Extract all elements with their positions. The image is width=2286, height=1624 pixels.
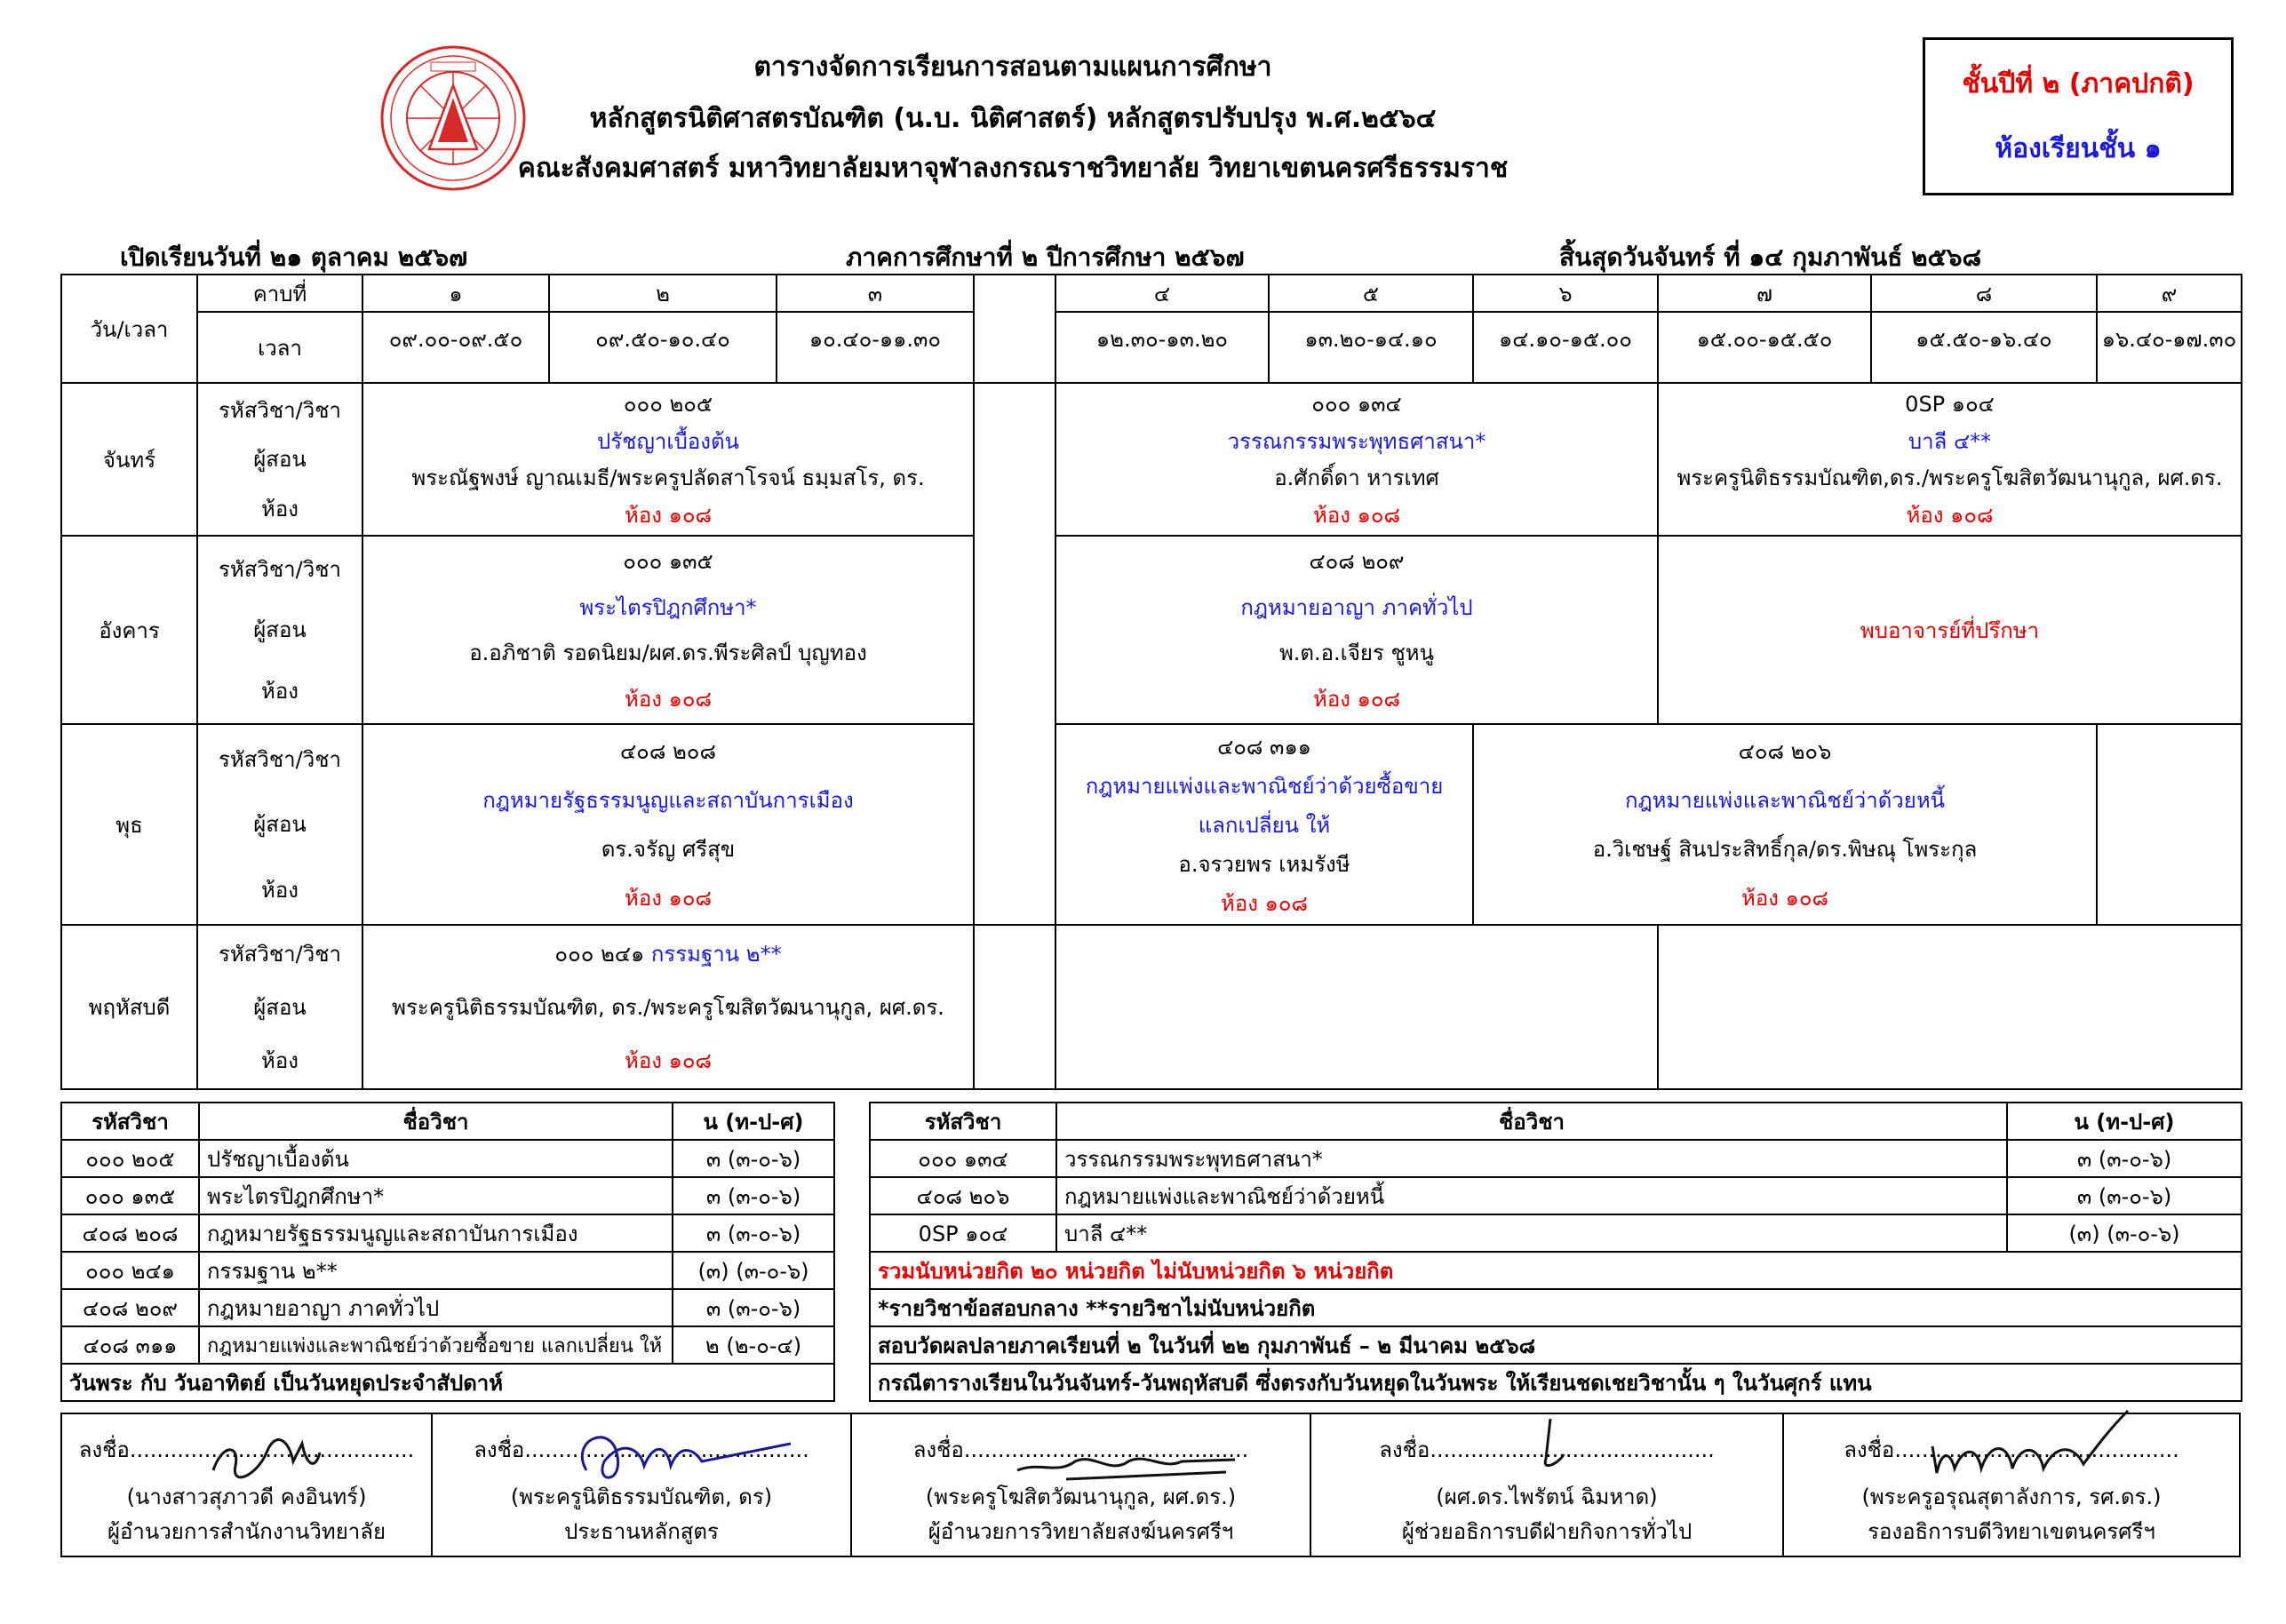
- course-name: บาลี ๔**: [1056, 1214, 2007, 1252]
- empty-cell: [1658, 925, 2242, 1089]
- course-credit: ๓ (๓-๐-๖): [673, 1289, 834, 1326]
- course-name: กฎหมายรัฐธรรมนูญและสถาบันการเมือง: [199, 1214, 673, 1252]
- label-room: ห้อง: [261, 679, 299, 705]
- course-room: ห้อง ๑๐๘: [625, 686, 712, 712]
- course-code: ๐๐๐ ๒๐๕: [61, 1140, 199, 1177]
- course-teacher: พ.ต.อ.เจียร ชูหนู: [1278, 641, 1435, 666]
- label-teacher: ผู้สอน: [253, 994, 307, 1020]
- time-5: ๑๓.๒๐-๑๔.๑๐: [1269, 312, 1473, 383]
- label-room: ห้อง: [261, 877, 299, 903]
- class-block: [1473, 724, 2097, 925]
- title-line-1: ตารางจัดการเรียนการสอนตามแผนการศึกษา: [753, 52, 1272, 83]
- course-room: ห้อง ๑๐๘: [1313, 686, 1400, 712]
- label-code: รหัสวิชา/วิชา: [219, 556, 341, 582]
- course-code: ๔๐๘ ๒๐๘: [61, 1214, 199, 1252]
- credit-total: รวมนับหน่วยกิต ๒๐ หน่วยกิต ไม่นับหน่วยกิต ๖ หน่วยกิต: [870, 1252, 2242, 1289]
- signature-mark-4: [1524, 1414, 1577, 1477]
- signature-line: ลงชื่อ..........................................: [912, 1437, 1249, 1462]
- course-teacher: พระณัฐพงษ์ ญาณเมธี/พระครูปลัดสาโรจน์ ธมฺมสโร, ดร.: [411, 466, 925, 491]
- course-credit: ๓ (๓-๐-๖): [673, 1214, 834, 1252]
- signature-mark-5: [1924, 1402, 2137, 1491]
- course-code: ๐๐๐ ๑๓๕: [623, 549, 713, 575]
- course-name: ปรัชญาเบื้องต้น: [199, 1140, 673, 1177]
- period-7: ๗: [1658, 275, 1871, 312]
- course-note: *รายวิชาข้อสอบกลาง **รายวิชาไม่นับหน่วยกิต: [870, 1289, 2242, 1326]
- period-3: ๓: [777, 275, 974, 312]
- day-time-header: วัน/เวลา: [61, 275, 197, 383]
- semester: ภาคการศึกษาที่ ๒ ปีการศึกษา ๒๕๖๗: [846, 243, 1245, 272]
- course-room: ห้อง ๑๐๘: [625, 502, 712, 528]
- course-name: กรรมฐาน ๒**: [199, 1252, 673, 1289]
- course-code: 0SP ๑๐๔: [870, 1214, 1056, 1252]
- class-block: [362, 724, 974, 925]
- class-year: ชั้นปีที่ ๒ (ภาคปกติ): [1962, 68, 2194, 100]
- title-line-3: คณะสังคมศาสตร์ มหาวิทยาลัยมหาจุฬาลงกรณราชวิทยาลัย วิทยาเขตนครศรีธรรมราช: [517, 153, 1509, 184]
- course-code: ๐๐๐ ๒๔๑: [554, 942, 645, 967]
- course-name: ปรัชญาเบื้องต้น: [597, 428, 739, 454]
- period-5: ๕: [1269, 275, 1473, 312]
- col-name: ชื่อวิชา: [199, 1103, 673, 1140]
- signer-title: รองอธิการบดีวิทยาเขตนครศรีฯ: [1868, 1519, 2155, 1544]
- day-wednesday: พุธ: [61, 724, 197, 925]
- signer-name: (ผศ.ดร.ไพรัตน์ ฉิมหาด): [1436, 1485, 1658, 1509]
- signer-name: (พระครูนิติธรรมบัณฑิต, ดร): [510, 1485, 773, 1509]
- label-teacher: ผู้สอน: [253, 812, 307, 838]
- end-date: สิ้นสุดวันจันทร์ ที่ ๑๔ กุมภาพันธ์ ๒๕๖๘: [1559, 243, 1982, 272]
- class-block: [362, 383, 974, 536]
- col-credit: น (ท-ป-ศ): [2007, 1103, 2242, 1140]
- time-header: เวลา: [197, 312, 362, 383]
- day-monday: จันทร์: [61, 383, 197, 536]
- signature-mark-3: [1013, 1435, 1244, 1488]
- lunch-break: [974, 925, 1055, 1089]
- course-name: พระไตรปิฎกศึกษา*: [199, 1177, 673, 1214]
- signature-line: ลงชื่อ..........................................: [78, 1437, 415, 1462]
- course-credit: (๓) (๓-๐-๖): [673, 1252, 834, 1289]
- course-name: กฎหมายแพ่งและพาณิชย์ว่าด้วยซื้อขาย: [1085, 773, 1444, 799]
- course-credit: ๓ (๓-๐-๖): [673, 1177, 834, 1214]
- signature-line: ลงชื่อ..........................................: [474, 1437, 809, 1462]
- advisor-meeting: พบอาจารย์ที่ปรึกษา: [1658, 536, 2242, 724]
- lunch-break-header: [974, 275, 1055, 383]
- time-2: ๐๙.๕๐-๑๐.๔๐: [549, 312, 777, 383]
- class-level-box: [1923, 37, 2234, 195]
- time-3: ๑๐.๔๐-๑๑.๓๐: [777, 312, 974, 383]
- course-room: ห้อง ๑๐๘: [625, 1047, 712, 1073]
- signature-line: ลงชื่อ..........................................: [1844, 1437, 2179, 1462]
- course-list-left: [60, 1102, 835, 1402]
- time-8: ๑๕.๕๐-๑๖.๔๐: [1871, 312, 2097, 383]
- course-teacher: ดร.จรัญ ศรีสุข: [601, 837, 736, 862]
- time-6: ๑๔.๑๐-๑๕.๐๐: [1473, 312, 1658, 383]
- start-date: เปิดเรียนวันที่ ๒๑ ตุลาคม ๒๕๖๗: [120, 243, 468, 272]
- exam-note: สอบวัดผลปลายภาคเรียนที่ ๒ ในวันที่ ๒๒ กุมภาพันธ์ – ๒ มีนาคม ๒๕๖๘: [870, 1326, 2242, 1364]
- empty-cell: [1055, 925, 1658, 1089]
- classroom: ห้องเรียนชั้น ๑: [1995, 133, 2162, 164]
- signer-title: ผู้ช่วยอธิการบดีฝ่ายกิจการทั่วไป: [1401, 1519, 1693, 1544]
- course-credit: ๓ (๓-๐-๖): [673, 1140, 834, 1177]
- course-code: ๐๐๐ ๒๔๑: [61, 1252, 199, 1289]
- course-credit: ๓ (๓-๐-๖): [2007, 1177, 2242, 1214]
- course-teacher: อ.ศักดิ์ดา หารเทศ: [1274, 466, 1439, 491]
- label-code: รหัสวิชา/วิชา: [219, 942, 341, 967]
- signer-title: ประธานหลักสูตร: [564, 1519, 719, 1544]
- signature-mark-1: [204, 1426, 329, 1488]
- class-block: [1658, 383, 2242, 536]
- period-6: ๖: [1473, 275, 1658, 312]
- course-teacher: อ.อภิชาติ รอดนิยม/ผศ.ดร.พีระศิลป์ บุญทอง: [469, 641, 867, 666]
- signature-mark-2: [569, 1421, 800, 1493]
- col-code: รหัสวิชา: [61, 1103, 199, 1140]
- course-code: ๔๐๘ ๒๐๙: [61, 1289, 199, 1326]
- label-room: ห้อง: [261, 1047, 299, 1073]
- period-9: ๙: [2097, 275, 2242, 312]
- holiday-note: วันพระ กับ วันอาทิตย์ เป็นวันหยุดประจำสัปดาห์: [61, 1364, 834, 1401]
- signer-title: ผู้อำนวยการสำนักงานวิทยาลัย: [107, 1519, 386, 1544]
- course-code: ๐๐๐ ๑๓๔: [1311, 392, 1402, 418]
- time-7: ๑๕.๐๐-๑๕.๕๐: [1658, 312, 1871, 383]
- label-code: รหัสวิชา/วิชา: [219, 747, 341, 773]
- course-code: ๐๐๐ ๒๐๕: [623, 392, 713, 418]
- class-block: [1055, 536, 1658, 724]
- course-credit: ๒ (๒-๐-๔): [673, 1326, 834, 1364]
- course-name: พระไตรปิฎกศึกษา*: [579, 594, 757, 620]
- course-name: กรรมฐาน ๒**: [650, 942, 782, 967]
- row-labels: [197, 724, 362, 925]
- course-name: กฎหมายอาญา ภาคทั่วไป: [199, 1289, 673, 1326]
- course-code: ๐๐๐ ๑๓๕: [61, 1177, 199, 1214]
- course-list-right: [869, 1102, 2242, 1402]
- course-room: ห้อง ๑๐๘: [1906, 502, 1994, 528]
- title-line-2: หลักสูตรนิติศาสตรบัณฑิต (น.บ. นิติศาสตร์) หลักสูตรปรับปรุง พ.ศ.๒๕๖๔: [589, 103, 1437, 134]
- signer-name: (พระครูอรุณสุตาลังการ, รศ.ดร.): [1861, 1485, 2162, 1509]
- course-name: วรรณกรรมพระพุทธศาสนา*: [1227, 428, 1486, 454]
- course-name: วรรณกรรมพระพุทธศาสนา*: [1056, 1140, 2007, 1177]
- course-code: ๔๐๘ ๓๑๑: [1217, 734, 1311, 760]
- course-name: กฎหมายแพ่งและพาณิชย์ว่าด้วยหนี้: [1624, 788, 1946, 813]
- signer-name: (พระครูโฆสิตวัฒนานุกูล, ผศ.ดร.): [925, 1485, 1237, 1509]
- schedule-table: [60, 274, 2242, 1090]
- signer-title: ผู้อำนวยการวิทยาลัยสงฆ์นครศรีฯ: [928, 1519, 1234, 1544]
- course-room: ห้อง ๑๐๘: [1313, 502, 1400, 528]
- course-code: ๔๐๘ ๒๐๖: [870, 1177, 1056, 1214]
- period-8: ๘: [1871, 275, 2097, 312]
- row-labels: [197, 536, 362, 724]
- signature-line: ลงชื่อ..........................................: [1379, 1437, 1715, 1462]
- col-name: ชื่อวิชา: [1056, 1103, 2007, 1140]
- day-tuesday: อังคาร: [61, 536, 197, 724]
- course-teacher: อ.วิเชษฐ์ สินประสิทธิ์กุล/ดร.พิษณุ โพระกุล: [1592, 837, 1978, 862]
- class-block: [362, 925, 974, 1089]
- course-teacher: พระครูนิติธรรมบัณฑิต, ดร./พระครูโฆสิตวัฒนานุกูล, ผศ.ดร.: [392, 994, 944, 1020]
- col-credit: น (ท-ป-ศ): [673, 1103, 834, 1140]
- class-block: [362, 536, 974, 724]
- label-room: ห้อง: [261, 496, 299, 521]
- course-room: ห้อง ๑๐๘: [625, 886, 712, 911]
- course-room: ห้อง ๑๐๘: [1221, 890, 1308, 916]
- course-name-cont: แลกเปลี่ยน ให้: [1198, 812, 1331, 838]
- course-room: ห้อง ๑๐๘: [1741, 886, 1828, 911]
- course-credit: ๓ (๓-๐-๖): [2007, 1140, 2242, 1177]
- makeup-note: กรณีตารางเรียนในวันจันทร์-วันพฤหัสบดี ซึ่งตรงกับวันหยุดในวันพระ ให้เรียนชดเชยวิชานั้น ๆ ในวันศุกร์ แทน: [870, 1364, 2242, 1401]
- course-code: ๔๐๘ ๒๐๘: [620, 739, 716, 764]
- period-2: ๒: [549, 275, 777, 312]
- label-teacher: ผู้สอน: [253, 617, 307, 643]
- course-code: ๔๐๘ ๒๐๖: [1738, 739, 1832, 764]
- course-name: กฎหมายแพ่งและพาณิชย์ว่าด้วยหนี้: [1056, 1177, 2007, 1214]
- course-credit: (๓) (๓-๐-๖): [2007, 1214, 2242, 1252]
- course-name: กฎหมายรัฐธรรมนูญและสถาบันการเมือง: [482, 788, 854, 813]
- course-name: บาลี ๔**: [1908, 428, 1992, 454]
- row-labels: [197, 383, 362, 536]
- class-block: [1055, 383, 1658, 536]
- course-teacher: อ.จรวยพร เหมรังษี: [1178, 851, 1350, 877]
- label-code: รหัสวิชา/วิชา: [219, 398, 341, 424]
- period-1: ๑: [362, 275, 549, 312]
- course-code: 0SP ๑๐๔: [1905, 392, 1995, 418]
- course-name: กฎหมายอาญา ภาคทั่วไป: [1240, 594, 1473, 620]
- period-header: คาบที่: [197, 275, 362, 312]
- lunch-break: [974, 383, 1055, 925]
- time-9: ๑๖.๔๐-๑๗.๓๐: [2097, 312, 2242, 383]
- time-4: ๑๒.๓๐-๑๓.๒๐: [1055, 312, 1269, 383]
- label-teacher: ผู้สอน: [253, 447, 307, 473]
- class-block: [1055, 724, 1473, 925]
- day-thursday: พฤหัสบดี: [61, 925, 197, 1089]
- signer-name: (นางสาวสุภาวดี คงอินทร์): [126, 1485, 367, 1509]
- course-code: ๐๐๐ ๑๓๔: [870, 1140, 1056, 1177]
- empty-cell: [2097, 724, 2242, 925]
- course-code: ๔๐๘ ๒๐๙: [1309, 549, 1405, 575]
- period-4: ๔: [1055, 275, 1269, 312]
- time-1: ๐๙.๐๐-๐๙.๕๐: [362, 312, 549, 383]
- row-labels: [197, 925, 362, 1089]
- col-code: รหัสวิชา: [870, 1103, 1056, 1140]
- course-code: ๔๐๘ ๓๑๑: [61, 1326, 199, 1364]
- course-teacher: พระครูนิติธรรมบัณฑิต,ดร./พระครูโฆสิตวัฒนานุกูล, ผศ.ดร.: [1677, 466, 2223, 491]
- course-name: กฎหมายแพ่งและพาณิชย์ว่าด้วยซื้อขาย แลกเปลี่ยน ให้: [199, 1326, 673, 1364]
